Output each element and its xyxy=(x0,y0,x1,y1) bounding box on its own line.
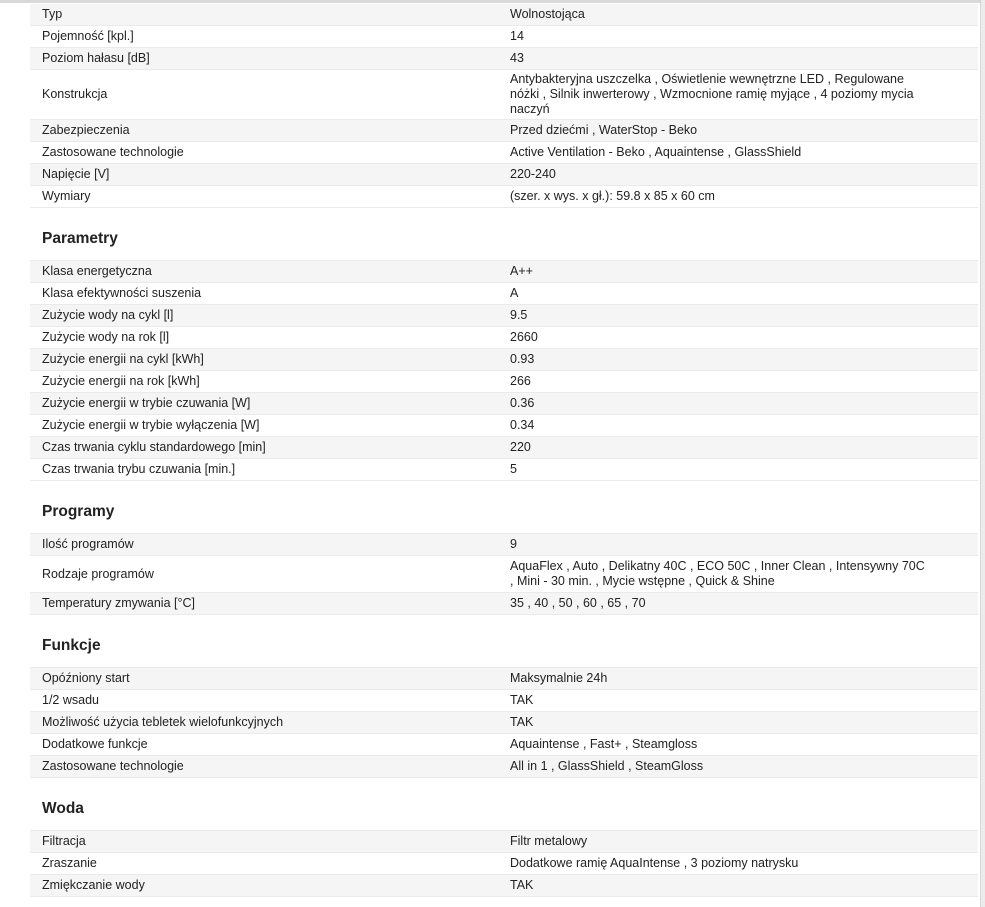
spec-row xyxy=(30,437,978,459)
spec-row xyxy=(30,164,978,186)
spec-row xyxy=(30,261,978,283)
spec-label: Czas trwania cyklu standardowego [min] xyxy=(42,440,266,454)
spec-row xyxy=(30,459,978,481)
spec-value: Active Ventilation - Beko , Aquaintense , GlassShield xyxy=(510,145,802,159)
spec-value: 5 xyxy=(510,462,517,476)
spec-value: Aquaintense , Fast+ , Steamgloss xyxy=(510,737,698,751)
spec-value: Maksymalnie 24h xyxy=(510,671,608,685)
spec-value: A xyxy=(510,286,519,300)
spec-label: Wymiary xyxy=(42,189,91,203)
spec-value: TAK xyxy=(510,693,534,707)
spec-label: Filtracja xyxy=(42,834,86,848)
spec-value: 266 xyxy=(510,374,531,388)
spec-value: 9 xyxy=(510,537,517,551)
spec-value: Dodatkowe ramię AquaIntense , 3 poziomy natrysku xyxy=(510,856,799,870)
spec-label: Poziom hałasu [dB] xyxy=(42,51,150,65)
spec-row xyxy=(30,593,978,615)
spec-row xyxy=(30,327,978,349)
spec-label: Zmiękczanie wody xyxy=(42,878,145,892)
spec-label: Opóźniony start xyxy=(42,671,130,685)
spec-row xyxy=(30,48,978,70)
spec-row xyxy=(30,26,978,48)
spec-row xyxy=(30,142,978,164)
scrollbar[interactable] xyxy=(980,0,985,907)
spec-label: Zabezpieczenia xyxy=(42,123,130,137)
spec-row xyxy=(30,534,978,556)
section-heading-funkcje: Funkcje xyxy=(30,615,978,668)
section-heading-parametry: Parametry xyxy=(30,208,978,261)
spec-row xyxy=(30,393,978,415)
spec-label: Zastosowane technologie xyxy=(42,759,184,773)
spec-label: Rodzaje programów xyxy=(42,566,154,581)
spec-value: 220-240 xyxy=(510,167,556,181)
spec-label: Temperatury zmywania [°C] xyxy=(42,596,195,610)
spec-row xyxy=(30,415,978,437)
spec-row xyxy=(30,875,978,897)
section-heading-woda: Woda xyxy=(30,778,978,831)
spec-value: Filtr metalowy xyxy=(510,834,588,848)
spec-row xyxy=(30,186,978,208)
spec-row xyxy=(30,283,978,305)
spec-value: 0.93 xyxy=(510,352,535,366)
spec-label: Klasa energetyczna xyxy=(42,264,152,278)
spec-label: Zraszanie xyxy=(42,856,97,870)
spec-row xyxy=(30,4,978,26)
spec-label: Możliwość użycia tebletek wielofunkcyjnych xyxy=(42,715,284,729)
spec-label: Typ xyxy=(42,7,63,21)
spec-value: A++ xyxy=(510,264,533,278)
spec-value: 0.34 xyxy=(510,418,535,432)
spec-value: 2660 xyxy=(510,330,538,344)
spec-table xyxy=(30,4,978,897)
spec-row xyxy=(30,668,978,690)
spec-value: Wolnostojąca xyxy=(510,7,585,21)
spec-value: TAK xyxy=(510,715,534,729)
spec-value: 0.36 xyxy=(510,396,535,410)
spec-label: Konstrukcja xyxy=(42,87,108,101)
spec-row xyxy=(30,734,978,756)
spec-label: Klasa efektywności suszenia xyxy=(42,286,202,300)
spec-row xyxy=(30,690,978,712)
spec-value: 9.5 xyxy=(510,308,528,322)
section-heading-programy: Programy xyxy=(30,481,978,534)
top-border xyxy=(0,0,985,3)
spec-row xyxy=(30,853,978,875)
spec-label: Zużycie energii na cykl [kWh] xyxy=(42,352,204,366)
spec-label: Ilość programów xyxy=(42,537,134,551)
spec-label: Czas trwania trybu czuwania [min.] xyxy=(42,462,236,476)
spec-label: Zużycie energii na rok [kWh] xyxy=(42,374,200,388)
spec-row xyxy=(30,756,978,778)
spec-value: TAK xyxy=(510,878,534,892)
spec-row xyxy=(30,831,978,853)
spec-value: 220 xyxy=(510,440,531,454)
spec-label: Dodatkowe funkcje xyxy=(42,737,148,751)
spec-value: 35 , 40 , 50 , 60 , 65 , 70 xyxy=(510,596,646,610)
spec-row xyxy=(30,371,978,393)
spec-label: Zużycie wody na rok [l] xyxy=(42,330,170,344)
spec-value: Antybakteryjna uszczelka , Oświetlenie wewnętrzne LED , Regulowane nóżki , Silnik inwerterowy , Wzmocnione ramię myjące , 4 poziomy mycia naczyń xyxy=(510,72,914,116)
spec-label: Zużycie energii w trybie wyłączenia [W] xyxy=(42,418,260,432)
spec-row xyxy=(30,305,978,327)
spec-row xyxy=(30,120,978,142)
spec-label: Zastosowane technologie xyxy=(42,145,184,159)
spec-label: Napięcie [V] xyxy=(42,167,110,181)
spec-value: 14 xyxy=(510,29,524,43)
spec-row xyxy=(30,556,978,593)
spec-value: 43 xyxy=(510,51,524,65)
spec-label: Pojemność [kpl.] xyxy=(42,29,134,43)
spec-label: 1/2 wsadu xyxy=(42,693,99,707)
spec-row xyxy=(30,349,978,371)
spec-row xyxy=(30,712,978,734)
spec-value: All in 1 , GlassShield , SteamGloss xyxy=(510,759,704,773)
spec-row xyxy=(30,70,978,120)
spec-label: Zużycie energii w trybie czuwania [W] xyxy=(42,396,251,410)
spec-value: (szer. x wys. x gł.): 59.8 x 85 x 60 cm xyxy=(510,189,715,203)
spec-value: Przed dziećmi , WaterStop - Beko xyxy=(510,123,698,137)
spec-label: Zużycie wody na cykl [l] xyxy=(42,308,174,322)
spec-value: AquaFlex , Auto , Delikatny 40C , ECO 50C , Inner Clean , Intensywny 70C , Mini - 30 min. , Mycie wstępne , Quick & Shine xyxy=(510,559,925,588)
